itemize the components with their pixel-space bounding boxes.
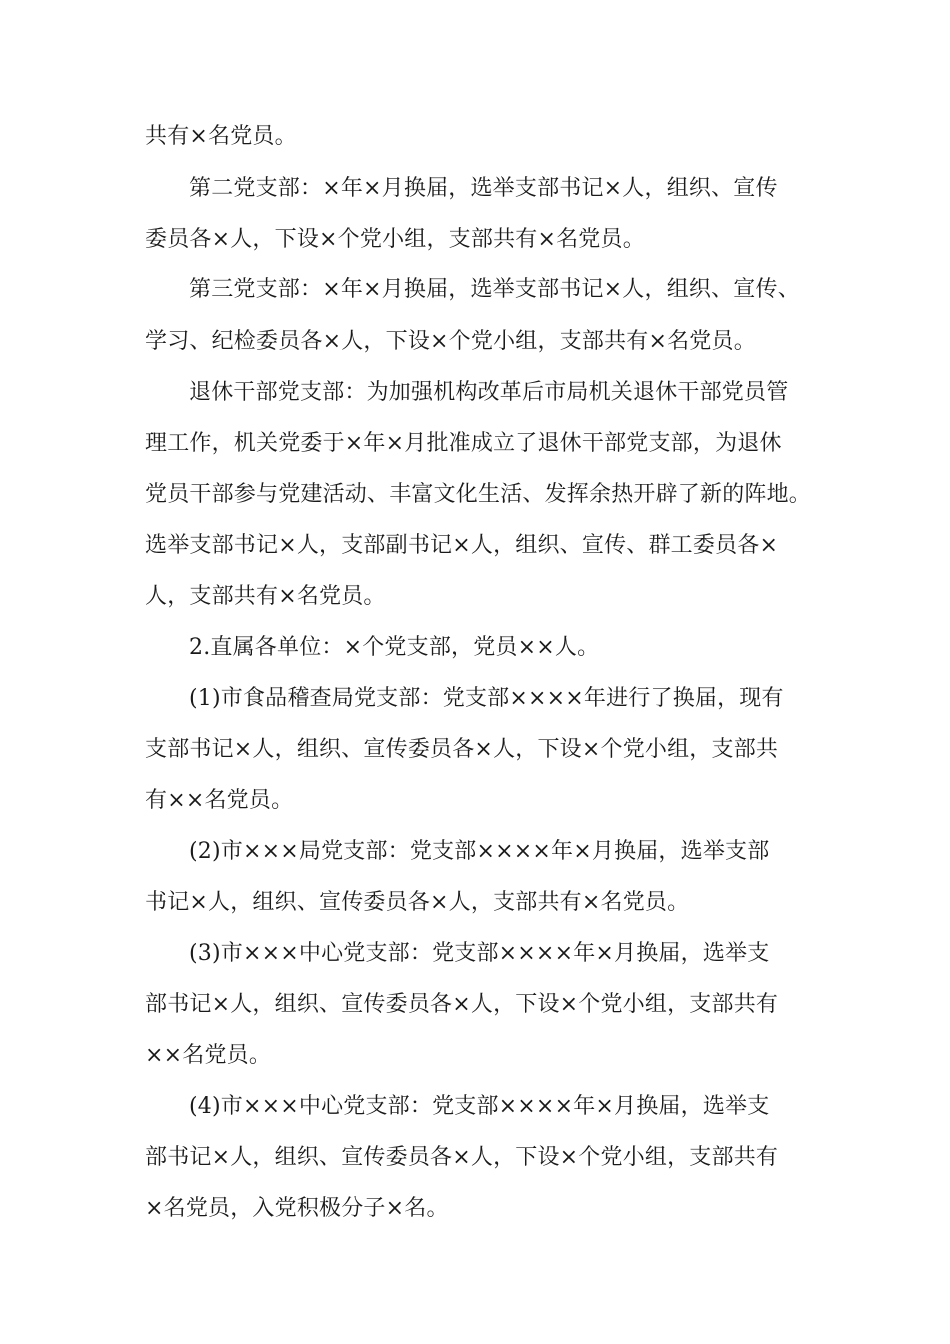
text-line: 退休干部党支部：为加强机构改革后市局机关退休干部党员管 [189, 380, 789, 405]
text-line: 部书记×人，组织、宣传委员各×人，下设×个党小组，支部共有 [145, 1145, 779, 1170]
text-line: 人，支部共有×名党员。 [145, 584, 386, 609]
text-line: 党员干部参与党建活动、丰富文化生活、发挥余热开辟了新的阵地。 [145, 482, 812, 507]
text-line: 选举支部书记×人，支部副书记×人，组织、宣传、群工委员各× [145, 533, 779, 558]
text-line: 第三党支部：×年×月换届，选举支部书记×人，组织、宣传、 [189, 277, 800, 302]
text-line: 委员各×人，下设×个党小组，支部共有×名党员。 [145, 227, 645, 252]
text-line: 第二党支部：×年×月换届，选举支部书记×人，组织、宣传 [189, 176, 778, 201]
text-line: (1)市食品稽查局党支部：党支部××××年进行了换届，现有 [189, 686, 784, 711]
text-line: (4)市×××中心党支部：党支部××××年×月换届，选举支 [189, 1094, 770, 1119]
text-line: (3)市×××中心党支部：党支部××××年×月换届，选举支 [189, 941, 770, 966]
text-line: (2)市×××局党支部：党支部××××年×月换届，选举支部 [189, 839, 770, 864]
text-line: 书记×人，组织、宣传委员各×人，支部共有×名党员。 [145, 890, 690, 915]
text-line: 2.直属各单位：×个党支部，党员××人。 [189, 635, 600, 660]
text-line: 共有×名党员。 [145, 124, 297, 149]
text-line: 理工作，机关党委于×年×月批准成立了退休干部党支部，为退休 [145, 431, 782, 456]
text-line: 学习、纪检委员各×人，下设×个党小组，支部共有×名党员。 [145, 329, 756, 354]
text-line: 支部书记×人，组织、宣传委员各×人，下设×个党小组，支部共 [145, 737, 779, 762]
text-line: ×名党员，入党积极分子×名。 [145, 1196, 449, 1221]
text-line: ××名党员。 [145, 1043, 272, 1068]
text-line: 部书记×人，组织、宣传委员各×人，下设×个党小组，支部共有 [145, 992, 779, 1017]
text-line: 有××名党员。 [145, 788, 294, 813]
